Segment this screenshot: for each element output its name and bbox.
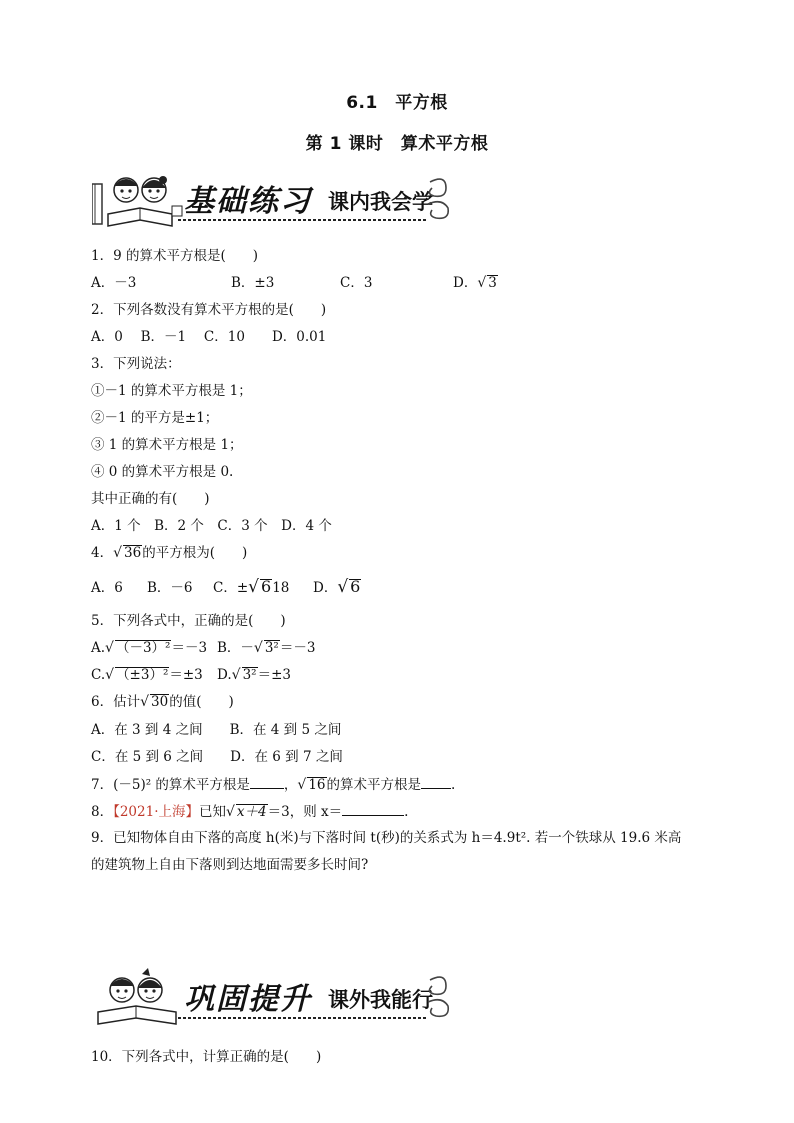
q4-d-prefix: D． bbox=[313, 580, 338, 596]
q5-options-row1 bbox=[91, 638, 315, 658]
radical-icon: √ bbox=[105, 667, 115, 683]
q4-c-suffix: 18 bbox=[272, 580, 290, 596]
radical-icon: √ bbox=[140, 694, 150, 710]
q5-b-suffix: ＝－3 bbox=[279, 640, 316, 656]
q7-blank-1[interactable] bbox=[250, 774, 284, 789]
q4-radicand: 36 bbox=[124, 545, 142, 561]
q1-d-prefix: D． bbox=[453, 275, 478, 291]
children-reading-icon bbox=[92, 968, 184, 1028]
q6-prefix: 6．估计 bbox=[91, 694, 141, 710]
radical-icon: √ bbox=[477, 275, 487, 291]
q4-suffix: 的平方根为( ) bbox=[142, 545, 248, 561]
q6-options-row1: A．在 3 到 4 之间 B．在 4 到 5 之间 bbox=[91, 722, 342, 738]
q4-option-c bbox=[213, 577, 313, 598]
q3-statement-4: ④ 0 的算术平方根是 0. bbox=[91, 464, 234, 480]
question-7 bbox=[91, 774, 455, 795]
q8-equation: ＝3，则 x＝ bbox=[267, 804, 343, 820]
q4-option-d bbox=[313, 577, 361, 598]
q7-part1: 7．(－5)² 的算术平方根是 bbox=[91, 777, 250, 793]
section-title: 6.1 平方根 bbox=[346, 93, 448, 113]
banner-main-text: 基础练习 bbox=[184, 184, 312, 219]
q7-radicand: 16 bbox=[308, 777, 326, 793]
q2-options: A．0 B．－1 C．10 D．0.01 bbox=[91, 329, 327, 345]
q4-c-prefix: C．± bbox=[213, 580, 249, 596]
radical-icon: √ bbox=[113, 545, 123, 561]
q5-a-suffix: ＝－3 bbox=[171, 640, 208, 656]
radical-icon: √ bbox=[337, 577, 349, 597]
swirl-ornament-icon bbox=[422, 972, 454, 1020]
question-6 bbox=[91, 692, 234, 712]
radical-icon: √ bbox=[297, 777, 307, 793]
q7-part4: . bbox=[451, 777, 456, 793]
q5-d-radicand: 3² bbox=[242, 667, 257, 683]
lesson-subtitle: 第 1 课时 算术平方根 bbox=[305, 134, 489, 154]
q1-option-b: B．±3 bbox=[231, 275, 275, 291]
q8-prefix: 8． bbox=[91, 804, 114, 820]
q8-mid: 已知 bbox=[199, 804, 226, 820]
banner-main-text: 巩固提升 bbox=[184, 982, 312, 1017]
q4-options bbox=[91, 577, 361, 598]
q1-d-radicand: 3 bbox=[488, 275, 497, 291]
q3-statement-3: ③ 1 的算术平方根是 1； bbox=[91, 437, 243, 453]
q1-option-d bbox=[453, 273, 498, 293]
children-reading-icon bbox=[92, 170, 184, 230]
q3-statement-2: ②－1 的平方是±1； bbox=[91, 410, 219, 426]
question-3: 3．下列说法： bbox=[91, 356, 181, 372]
q7-part2: ， bbox=[283, 777, 298, 793]
q5-option-d bbox=[217, 665, 291, 685]
q8-blank[interactable] bbox=[342, 801, 404, 816]
q5-option-b bbox=[217, 638, 315, 658]
radical-icon: √ bbox=[226, 804, 235, 820]
banner-sub-text: 课外我能行 bbox=[328, 988, 433, 1012]
q5-c-radicand: （±3）² bbox=[116, 667, 169, 683]
q3-options: A．1 个 B．2 个 C．3 个 D．4 个 bbox=[91, 518, 332, 534]
q8-end: . bbox=[404, 804, 409, 820]
question-4 bbox=[91, 543, 247, 563]
q4-option-b: B．－6 bbox=[147, 580, 193, 596]
banner-sub-text: 课内我会学 bbox=[328, 190, 433, 214]
q8-source-tag: 【2021·上海】 bbox=[113, 804, 199, 820]
q4-prefix: 4． bbox=[91, 545, 114, 561]
q5-c-prefix: C. bbox=[91, 667, 106, 683]
radical-icon: √ bbox=[253, 640, 263, 656]
q7-part3: 的算术平方根是 bbox=[326, 777, 422, 793]
radical-icon: √ bbox=[248, 577, 259, 597]
q5-options-row2 bbox=[91, 665, 291, 685]
q6-suffix: 的值( ) bbox=[169, 694, 234, 710]
q5-b-prefix: B．－ bbox=[217, 640, 254, 656]
question-10: 10．下列各式中，计算正确的是( ) bbox=[91, 1049, 322, 1065]
q4-option-a: A．6 bbox=[91, 580, 123, 596]
q5-a-prefix: A. bbox=[91, 640, 106, 656]
banner-underline bbox=[178, 1014, 428, 1022]
q1-option-a: A．－3 bbox=[91, 275, 137, 291]
q5-d-suffix: ＝±3 bbox=[257, 667, 291, 683]
q8-radicand: x＋4 bbox=[236, 804, 267, 820]
radical-icon: √ bbox=[231, 667, 241, 683]
q4-c-radicand: 6 bbox=[261, 577, 272, 596]
question-9-line2: 的建筑物上自由下落则到达地面需要多长时间? bbox=[91, 857, 369, 873]
radical-icon: √ bbox=[105, 640, 114, 656]
consolidation-banner bbox=[92, 968, 452, 1030]
q5-c-suffix: ＝±3 bbox=[169, 667, 203, 683]
q5-option-a bbox=[91, 638, 217, 658]
basic-practice-banner bbox=[92, 170, 452, 232]
q6-options-row2: C．在 5 到 6 之间 D．在 6 到 7 之间 bbox=[91, 749, 343, 765]
q5-d-prefix: D. bbox=[217, 667, 232, 683]
q3-statement-1: ①－1 的算术平方根是 1； bbox=[91, 383, 252, 399]
question-1 bbox=[91, 246, 258, 266]
question-2: 2．下列各数没有算术平方根的是( ) bbox=[91, 302, 327, 318]
swirl-ornament-icon bbox=[422, 174, 454, 222]
q1-options bbox=[91, 273, 498, 293]
q1-stem: 1．9 的算术平方根是( ) bbox=[91, 248, 259, 264]
q5-b-radicand: 3² bbox=[264, 640, 279, 656]
q4-d-radicand: 6 bbox=[350, 577, 361, 596]
q5-a-radicand: （－3）² bbox=[115, 640, 171, 656]
q3-ask: 其中正确的有( ) bbox=[91, 491, 210, 507]
q5-option-c bbox=[91, 665, 217, 685]
banner-underline bbox=[178, 216, 428, 224]
question-5: 5．下列各式中，正确的是( ) bbox=[91, 613, 286, 629]
question-9-line1: 9．已知物体自由下落的高度 h(米)与下落时间 t(秒)的关系式为 h＝4.9t². 若一个铁球从 19.6 米高 bbox=[91, 830, 682, 846]
question-8 bbox=[91, 801, 408, 822]
q1-option-c: C．3 bbox=[340, 275, 373, 291]
q6-radicand: 30 bbox=[151, 694, 169, 710]
q7-blank-2[interactable] bbox=[421, 774, 451, 789]
